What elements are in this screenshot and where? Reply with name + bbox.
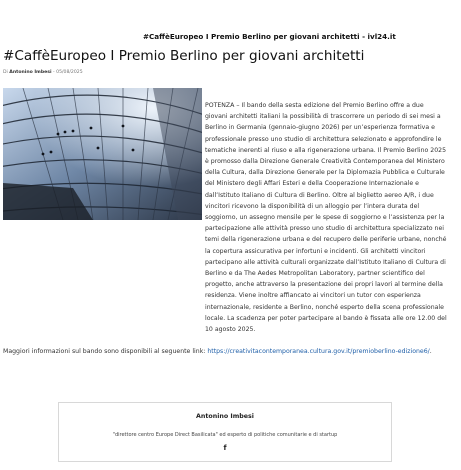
byline-prefix: Di bbox=[3, 70, 8, 75]
author-box bbox=[58, 402, 392, 462]
page-top-title: #CaffèEuropeo I Premio Berlino per giovani architetti - ivl24.it bbox=[143, 32, 396, 41]
author-name[interactable]: Antonino Imbesi bbox=[196, 413, 254, 420]
byline-date: - 05/08/2025 bbox=[53, 70, 83, 75]
facebook-icon[interactable]: f bbox=[223, 444, 227, 452]
article-body bbox=[3, 100, 448, 357]
more-info-text: Maggiori informazioni sul bando sono disponibili al seguente link: bbox=[3, 348, 206, 356]
bando-link[interactable]: https://creativitacontemporanea.cultura.gov.it/premioberlino-edizione6/ bbox=[207, 348, 430, 356]
article-lead: POTENZA – Il bando della sesta edizione del Premio Berlino offre a due giovani architetti italiani la possibilità di trascorrere un periodo di sei mesi a Berlino in Germania (gennaio-giugno 2026) per un’esperienza formativa e professionale presso uno studio di architettura selezionato e approfondire le tematiche inerenti al riuso e alla rigenerazione urbana. Il Premio Berlino 2025 è promosso dalla Direzione Generale Creatività Contemporanea del Ministero della Cultura, dalla Direzione Generale per la Diplomazia Pubblica e Culturale del Ministero degli Affari Esteri e della Cooperazione Internazionale e dall’Istituto Italiano di Cultura di Berlino. Oltre al biglietto aereo A/R, i due vincitori ricevono la disponibilità di un alloggio per l’intera durata del soggiorno, un assegno mensile per le spese di soggiorno e l’assistenza per la partecipazione alle attività presso uno studio di architettura specializzato nei temi della rigenerazione urbana e del recupero delle periferie urbane, nonché la copertura assicurativa per infortuni e incidenti. Gli architetti vincitori partecipano alle attività culturali organizzate dall’Istituto Italiano di Cultura di Berlino e da The Aedes Metropolitan Laboratory, partner scientifico del progetto, anche attraverso la presentazione dei propri lavori al termine della residenza. Viene inoltre affiancato ai vincitori un tutor con esperienza internazionale, residente a Berlino, nonché esperto della scena professionale locale. La scadenza per poter partecipare al bando è fissata alle ore 12.00 del 10 agosto 2025. bbox=[205, 102, 447, 334]
byline-author[interactable]: Antonino Imbesi bbox=[9, 70, 52, 75]
article-headline: #CaffèEuropeo I Premio Berlino per giovani architetti bbox=[3, 48, 365, 64]
link-suffix: . bbox=[429, 348, 432, 356]
more-info-paragraph bbox=[3, 346, 448, 357]
author-bio: "direttore centro Europe Direct Basilicata" ed esperto di politiche comunitarie e di startup bbox=[112, 432, 338, 438]
article-byline bbox=[3, 70, 83, 75]
